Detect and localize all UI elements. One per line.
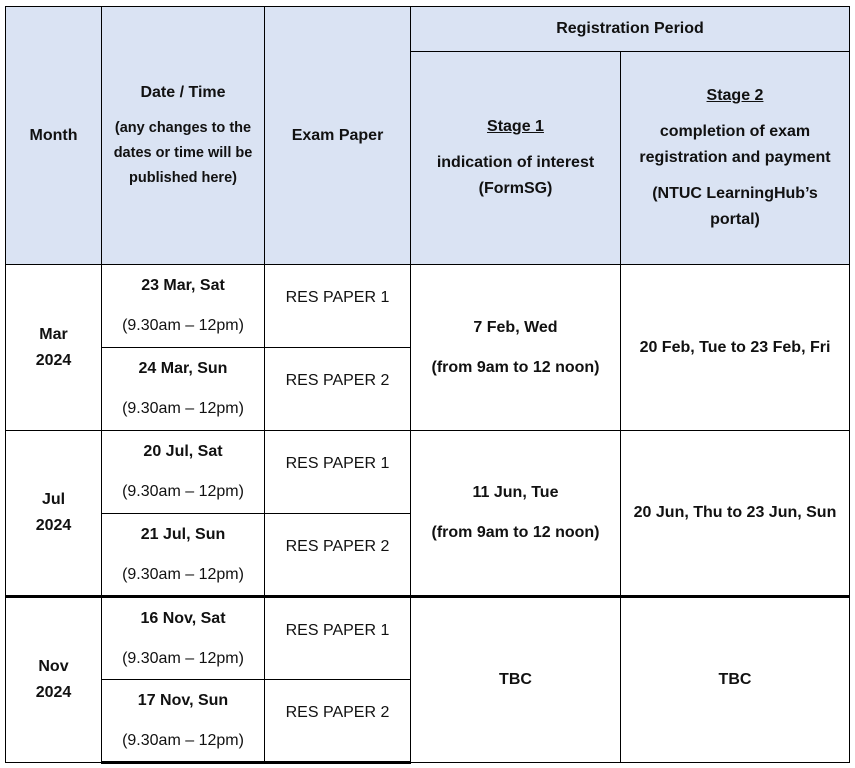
exam-paper-cell: RES PAPER 2	[265, 514, 411, 597]
exam-time: (9.30am – 12pm)	[122, 400, 244, 417]
month-cell	[6, 597, 102, 763]
exam-time: (9.30am – 12pm)	[122, 317, 244, 334]
table-row	[6, 597, 850, 680]
stage2-title: Stage 2	[706, 87, 764, 104]
exam-time: (9.30am – 12pm)	[122, 565, 244, 583]
header-exam-paper: Exam Paper	[265, 7, 411, 265]
date-time-cell	[102, 680, 265, 763]
exam-paper-cell: RES PAPER 2	[265, 348, 411, 431]
date-time-cell	[102, 265, 265, 348]
date-time-cell	[102, 597, 265, 680]
exam-time: (9.30am – 12pm)	[122, 649, 244, 667]
month-label: Mar 2024	[35, 325, 72, 369]
header-stage2	[621, 52, 850, 265]
header-registration-period: Registration Period	[411, 7, 850, 52]
header-stage1	[411, 52, 621, 265]
stage2-desc: completion of exam registration and payment	[639, 123, 831, 166]
date-time-cell	[102, 514, 265, 597]
exam-time: (9.30am – 12pm)	[122, 483, 244, 500]
stage1-date: TBC	[499, 671, 532, 688]
exam-date: 24 Mar, Sun	[138, 360, 228, 377]
stage2-cell: 20 Feb, Tue to 23 Feb, Fri	[621, 265, 850, 431]
month-cell	[6, 265, 102, 431]
exam-date: 16 Nov, Sat	[140, 609, 226, 627]
stage1-time: (from 9am to 12 noon)	[431, 524, 600, 541]
stage1-title: Stage 1	[487, 118, 544, 135]
month-label: Jul 2024	[35, 491, 72, 534]
stage1-cell	[411, 265, 621, 431]
stage2-portal: (NTUC LearningHub’s portal)	[652, 185, 818, 228]
month-cell	[6, 431, 102, 597]
exam-time: (9.30am – 12pm)	[122, 731, 244, 749]
stage2-cell: 20 Jun, Thu to 23 Jun, Sun	[621, 431, 850, 597]
stage1-cell	[411, 597, 621, 763]
stage1-date: 11 Jun, Tue	[472, 484, 559, 501]
exam-date: 23 Mar, Sat	[141, 277, 225, 294]
date-time-note: (any changes to the dates or time will be published here)	[113, 120, 253, 186]
table-row	[6, 431, 850, 514]
stage1-cell	[411, 431, 621, 597]
date-time-label: Date / Time	[140, 84, 226, 101]
exam-date: 17 Nov, Sun	[137, 691, 229, 709]
month-label: Nov 2024	[35, 658, 72, 701]
exam-schedule-table	[5, 6, 850, 764]
exam-date: 21 Jul, Sun	[140, 525, 226, 543]
header-date-time	[102, 7, 265, 265]
exam-paper-cell: RES PAPER 1	[265, 597, 411, 680]
exam-date: 20 Jul, Sat	[143, 443, 223, 460]
stage2-cell: TBC	[621, 597, 850, 763]
stage1-desc: indication of interest (FormSG)	[436, 154, 595, 197]
header-month: Month	[6, 7, 102, 265]
table-row	[6, 265, 850, 348]
date-time-cell	[102, 348, 265, 431]
exam-paper-cell: RES PAPER 1	[265, 431, 411, 514]
stage1-time: (from 9am to 12 noon)	[431, 358, 600, 376]
stage1-date: 7 Feb, Wed	[473, 318, 558, 336]
exam-paper-cell: RES PAPER 1	[265, 265, 411, 348]
date-time-cell	[102, 431, 265, 514]
exam-paper-cell: RES PAPER 2	[265, 680, 411, 763]
